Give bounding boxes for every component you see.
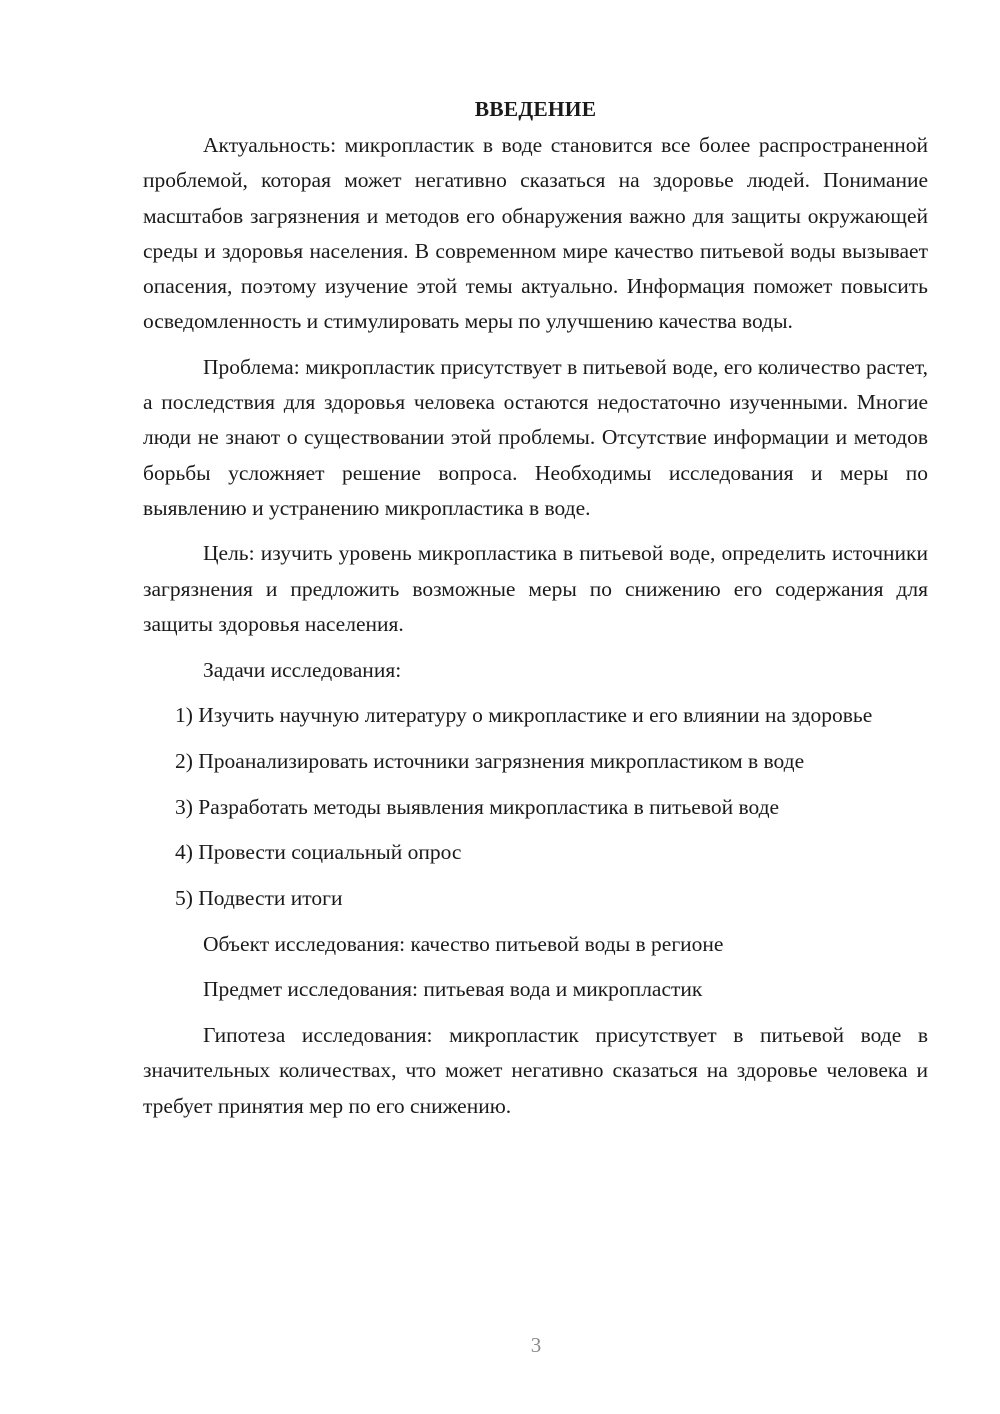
problem-paragraph: Проблема: микропластик присутствует в питьевой воде, его количество растет, а последствия для здоровья человека остаются недостаточно изученными. Многие люди не знают о существовании этой проблемы. Отсутствие информации и методов борьбы усложняет решение вопроса. Необходимы исследования и меры по выявлению и устранению микропластика в воде. [143,354,928,520]
relevance-paragraph: Актуальность: микропластик в воде становится все более распространенной проблемой, которая может негативно сказаться на здоровье людей. Понимание масштабов загрязнения и методов его обнаружения важно для защиты окружающей среды и здоровья населения. В современном мире качество питьевой воды вызывает опасения, поэтому изучение этой темы актуально. Информация поможет повысить осведомленность и стимулировать меры по улучшению качества воды. [143,133,928,334]
page-content [143,92,928,1134]
task-item: 4) Провести социальный опрос [175,840,462,865]
task-item: 2) Проанализировать источники загрязнения микропластиком в воде [175,748,805,773]
task-item: 1) Изучить научную литературу о микропластике и его влиянии на здоровье [175,703,873,728]
tasks-heading: Задачи исследования: [203,657,402,682]
page-number: 3 [530,1333,542,1357]
hypothesis-paragraph: Гипотеза исследования: микропластик присутствует в питьевой воде в значительных количествах, что может негативно сказаться на здоровье человека и требует принятия мер по его снижению. [143,1023,928,1118]
research-object: Объект исследования: качество питьевой воды в регионе [203,931,724,956]
task-item: 5) Подвести итоги [175,886,343,911]
research-subject: Предмет исследования: питьевая вода и микропластик [203,977,703,1002]
task-item: 3) Разработать методы выявления микропластика в питьевой воде [175,794,780,819]
section-title: ВВЕДЕНИЕ [474,97,597,121]
goal-paragraph: Цель: изучить уровень микропластика в питьевой воде, определить источники загрязнения и предложить возможные меры по снижению его содержания для защиты здоровья населения. [143,541,928,636]
